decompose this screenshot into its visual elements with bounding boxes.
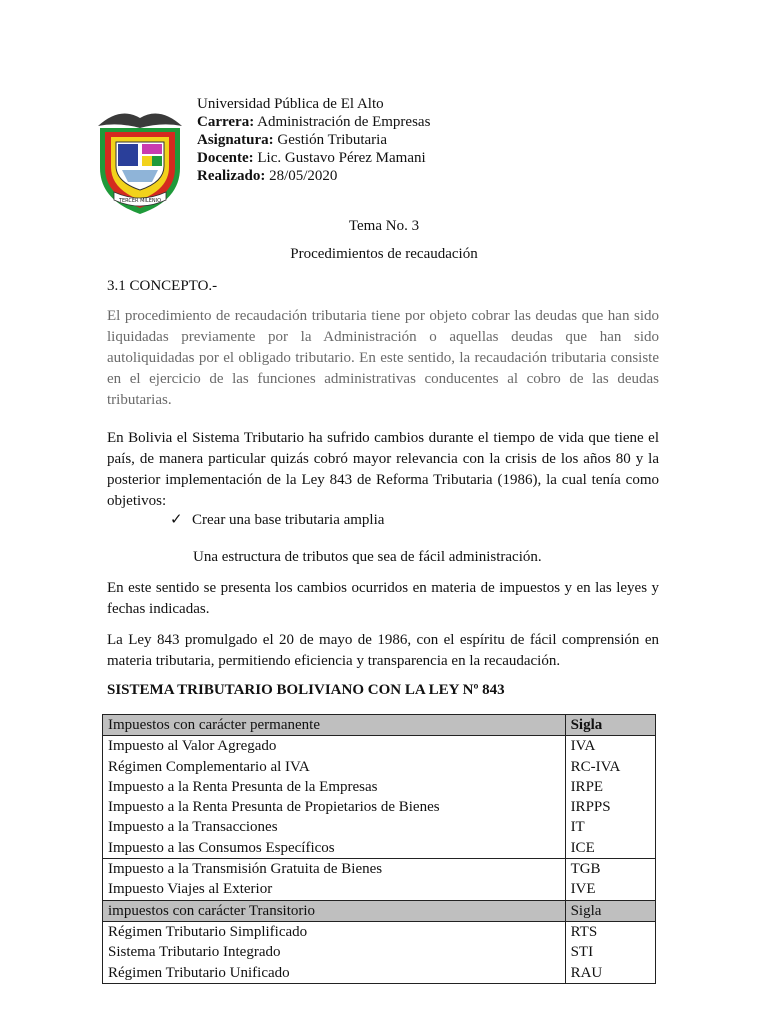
paragraph-bolivia: En Bolivia el Sistema Tributario ha sufrido cambios durante el tiempo de vida que tiene el país, de manera particular quizás cobró mayor relevancia con la crisis de los años 80 y la posterior implementación de la Ley 843 de Reforma Tributaria (1986), la cual tenía como objetivos:	[107, 430, 659, 509]
table-row: Sistema Tributario Integrado STI	[103, 942, 656, 962]
table-row: Impuesto a la Transacciones IT	[103, 817, 656, 837]
university-name: Universidad Pública de El Alto	[197, 96, 384, 112]
table-row: Impuesto a la Renta Presunta de la Empresas IRPE	[103, 777, 656, 797]
topic-number: Tema No. 3	[348, 218, 420, 234]
date-line: Realizado: 28/05/2020	[197, 168, 338, 184]
topic-title: Procedimientos de recaudación	[290, 246, 478, 262]
objective-item-2: Una estructura de tributos que sea de fácil administración.	[193, 549, 542, 565]
table-row: Régimen Complementario al IVA RC-IVA	[103, 757, 656, 777]
career-line: Carrera: Administración de Empresas	[197, 114, 431, 130]
table-row: Impuesto a las Consumos Específicos ICE	[103, 838, 656, 859]
table-row: Impuesto al Valor Agregado IVA	[103, 736, 656, 757]
table-row: Régimen Tributario Simplificado RTS	[103, 921, 656, 942]
table-header-permanent: Impuestos con carácter permanente Sigla	[103, 715, 656, 736]
table-row: Impuesto Viajes al Exterior IVE	[103, 879, 656, 900]
svg-text:TERCER MILENIO: TERCER MILENIO	[118, 198, 162, 204]
checkmark-icon: ✓	[170, 512, 183, 528]
tax-table	[102, 714, 656, 984]
university-seal-logo	[92, 104, 188, 216]
table-header-transitory: impuestos con carácter Transitorio Sigla	[103, 900, 656, 921]
table-row: Impuesto a la Transmisión Gratuita de Bienes TGB	[103, 859, 656, 880]
objective-item-1: ✓ Crear una base tributaria amplia	[170, 512, 385, 528]
paragraph-changes: En este sentido se presenta los cambios ocurridos en materia de impuestos y en las leyes y fechas indicadas.	[107, 580, 659, 617]
table-row: Impuesto a la Renta Presunta de Propietarios de Bienes IRPPS	[103, 797, 656, 817]
subject-line: Asignatura: Gestión Tributaria	[197, 132, 388, 148]
document-header	[197, 95, 430, 185]
teacher-line: Docente: Lic. Gustavo Pérez Mamani	[197, 150, 426, 166]
concept-heading: 3.1 CONCEPTO.-	[107, 278, 218, 294]
paragraph-concept: El procedimiento de recaudación tributaria tiene por objeto cobrar las deudas que han sido liquidadas previamente por la Administración o aquellas deudas que han sido autoliquidadas por el obligado tributario. En este sentido, la recaudación tributaria consiste en el ejercicio de las funciones administrativas conducentes al cobro de las deudas tributarias.	[107, 308, 659, 408]
table-row: Régimen Tributario Unificado RAU	[103, 963, 656, 984]
paragraph-law-843: La Ley 843 promulgado el 20 de mayo de 1986, con el espíritu de fácil comprensión en materia tributaria, permitiendo eficiencia y transparencia en la recaudación.	[107, 632, 659, 669]
table-title: SISTEMA TRIBUTARIO BOLIVIANO CON LA LEY Nº 843	[107, 682, 505, 698]
